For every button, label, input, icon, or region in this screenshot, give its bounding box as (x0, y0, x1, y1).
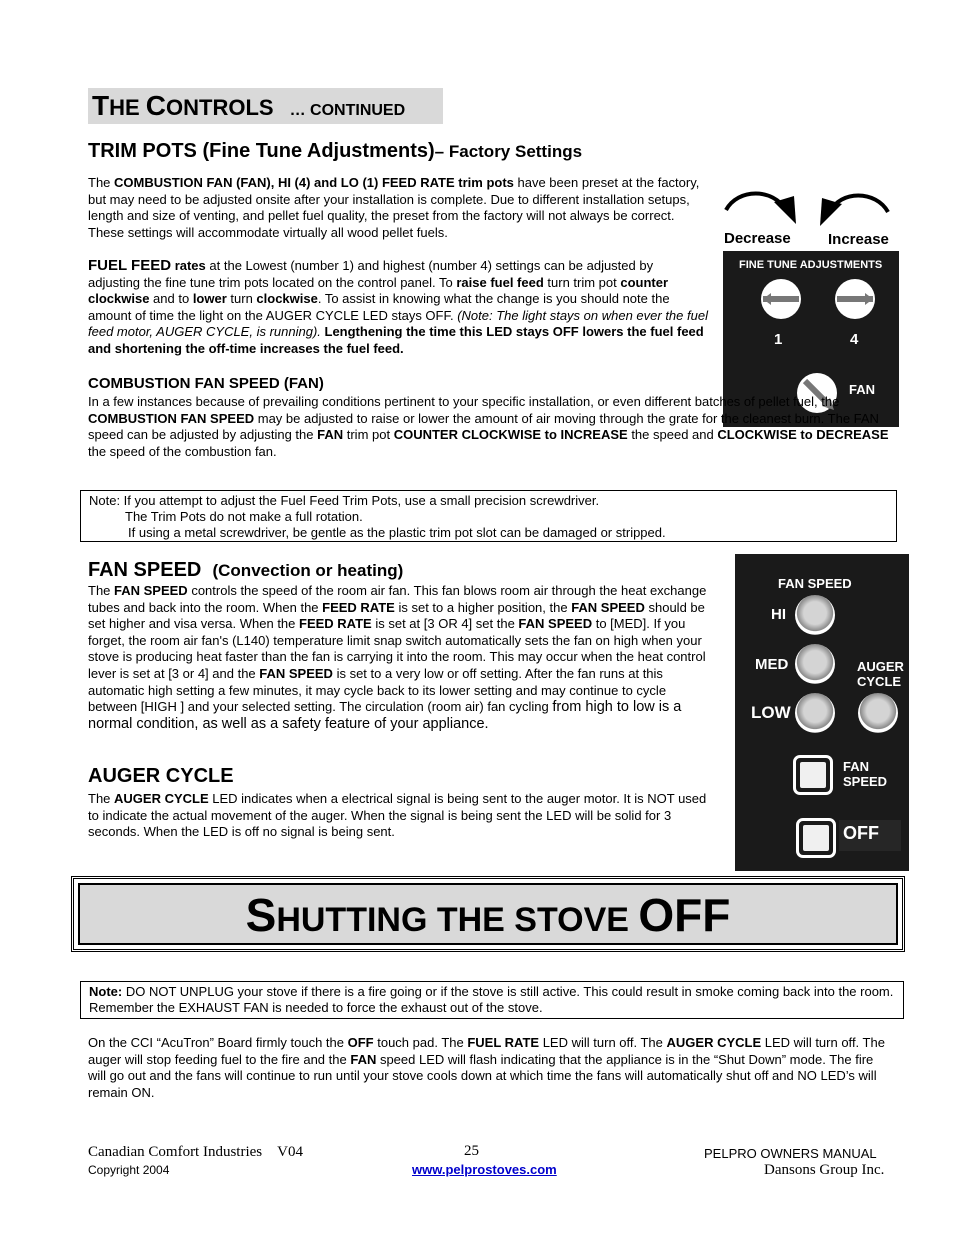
shutting-title-box (71, 876, 905, 952)
fan-speed-heading: FAN SPEED (Convection or heating) (88, 559, 404, 581)
title-text: ONTROLS (166, 95, 274, 120)
section-header (88, 88, 443, 124)
title-initial: T (92, 90, 110, 121)
trim-pot-1[interactable] (761, 279, 801, 319)
note-trim-pots (80, 490, 897, 542)
trim-pot-fan-label: FAN (849, 382, 875, 397)
title-continued: … CONTINUED (289, 102, 406, 119)
shutdown-paragraph: On the CCI “AcuTron” Board firmly touch the OFF touch pad. The FUEL RATE LED will turn off. The AUGER CYCLE LED will turn off. The auger will stop feeding fuel to the fire and the FAN speed LED will flash indicating that the appliance is in the “Shut Down” mode. The fire will go out and the fans will continue to run until your stove cools down at which time the fans will automatically shut off and NO LED’s will remain ON. (88, 1035, 885, 1100)
note-unplug: Note: DO NOT UNPLUG your stove if there is a fire going or if the stove is still active. This could result in smoke coming back into the room. Remember the EXHAUST FAN is needed to force the exhaust out of the stove. (80, 981, 904, 1019)
fan-med-led (795, 644, 835, 684)
cycle-label: CYCLE (857, 674, 902, 689)
combustion-fan-heading: COMBUSTION FAN SPEED (FAN) (88, 375, 324, 392)
combustion-fan-paragraph: In a few instances because of prevailing conditions pertinent to your specific installation, or even different batches of pellet fuel, the COMBUSTION FAN SPEED may be adjusted to raise or lower the amount of air moving through the grate for the cleanest burn. The FAN speed can be adjusted by adjusting the FAN trim pot COUNTER CLOCKWISE to INCREASE the speed and CLOCKWISE to DECREASE the speed of the combustion fan. (88, 394, 889, 459)
trim-pots-heading: TRIM POTS (Fine Tune Adjustments)– Factory Settings (88, 140, 583, 162)
low-label: LOW (751, 703, 791, 722)
hi-label: HI (771, 606, 786, 623)
adjust-arrows-icon (718, 188, 898, 230)
fan-pad-label: FAN (843, 759, 869, 774)
off-label: OFF (839, 820, 901, 851)
title-text: HE (109, 95, 146, 120)
fan-speed-panel (735, 554, 909, 871)
footer-copyright: Copyright 2004 (88, 1163, 170, 1177)
fan-speed-panel-title: FAN SPEED (778, 576, 852, 591)
footer-company: Canadian Comfort Industries V04 (88, 1144, 303, 1160)
fan-hi-led (795, 595, 835, 635)
website-link[interactable]: www.pelprostoves.com (412, 1162, 557, 1177)
fine-tune-title: FINE TUNE ADJUSTMENTS (739, 259, 883, 271)
trim-pots-paragraph: The COMBUSTION FAN (FAN), HI (4) and LO (1) FEED RATE trim pots have been preset at the factory, but may need to be adjusted onsite after your installation is complete. Due to different installation setups, length and size of venting, and pellet fuel quality, the preset from the factory will not always be correct. These settings will accommodate virtually all wood pellet fuels. (88, 175, 700, 240)
footer-dansons: Dansons Group Inc. (764, 1162, 885, 1178)
fuel-feed-paragraph: FUEL FEED rates at the Lowest (number 1) and highest (number 4) settings can be adjusted by adjusting the fine tune trim pots located on the control panel. To raise fuel feed turn trim pot counter clockwise and to lower turn clockwise. To assist in knowing what the change is you should note the amount of time the light on the AUGER CYCLE LED stays OFF. (Note: The light stays on when ever the fuel feed motor, AUGER CYCLE, is running). Lengthening the time this LED stays OFF lowers the fuel feed and shortening the off-time increases the fuel feed. (88, 257, 708, 356)
auger-cycle-led (858, 693, 898, 733)
off-touch-pad[interactable] (796, 818, 836, 858)
shutting-title: SHUTTING THE STOVE OFF (78, 883, 898, 945)
auger-label: AUGER (857, 659, 904, 674)
auger-cycle-paragraph: The AUGER CYCLE LED indicates when a electrical signal is being sent to the auger motor. It is NOT used to indicate the actual movement of the auger. When the signal is being sent the LED will be solid for 3 seconds. When the LED is off no signal is being sent. (88, 791, 707, 840)
fan-speed-touch-pad[interactable] (793, 755, 833, 795)
note-line: Note: If you attempt to adjust the Fuel Feed Trim Pots, use a small precision screwdriver. (89, 493, 600, 508)
fan-speed-paragraph: The FAN SPEED controls the speed of the room air fan. This fan blows room air through the heat exchange tubes and back into the room. When the FEED RATE is set to a higher position, the FAN SPEED should be set higher and visa versa. When the FEED RATE is set at [3 OR 4] set the FAN SPEED to [MED]. If you forget, the room air fan's (L140) temperature limit snap switch automatically sets the fan on high when your stove is producing heat faster than the fan is carrying it into the room. This may occur when the heat control lever is set at [3 or 4] and the FAN SPEED is set to a very low or off setting. After the fan runs at this automatic high setting a few minutes, it may cycle back to its lower setting and may continue to cycle between [HIGH ] and your selected setting. The circulation (room air) fan cycling from high to low is a normal condition, as well as a safety feature of your appliance. (88, 583, 707, 732)
trim-pot-4-label: 4 (850, 331, 859, 348)
note-line: If using a metal screwdriver, be gentle as the plastic trim pot slot can be damaged or stripped. (128, 525, 666, 540)
increase-label: Increase (828, 231, 889, 248)
note-line: The Trim Pots do not make a full rotation. (125, 509, 363, 524)
speed-pad-label: SPEED (843, 774, 888, 789)
trim-pot-4[interactable] (835, 279, 875, 319)
auger-cycle-heading: AUGER CYCLE (88, 765, 234, 787)
decrease-label: Decrease (724, 230, 791, 247)
footer-manual: PELPRO OWNERS MANUAL (704, 1146, 877, 1161)
med-label: MED (755, 656, 789, 673)
title-initial: C (145, 90, 167, 121)
trim-pot-1-label: 1 (774, 331, 783, 348)
fan-low-led (795, 693, 835, 733)
page-number: 25 (464, 1143, 479, 1159)
